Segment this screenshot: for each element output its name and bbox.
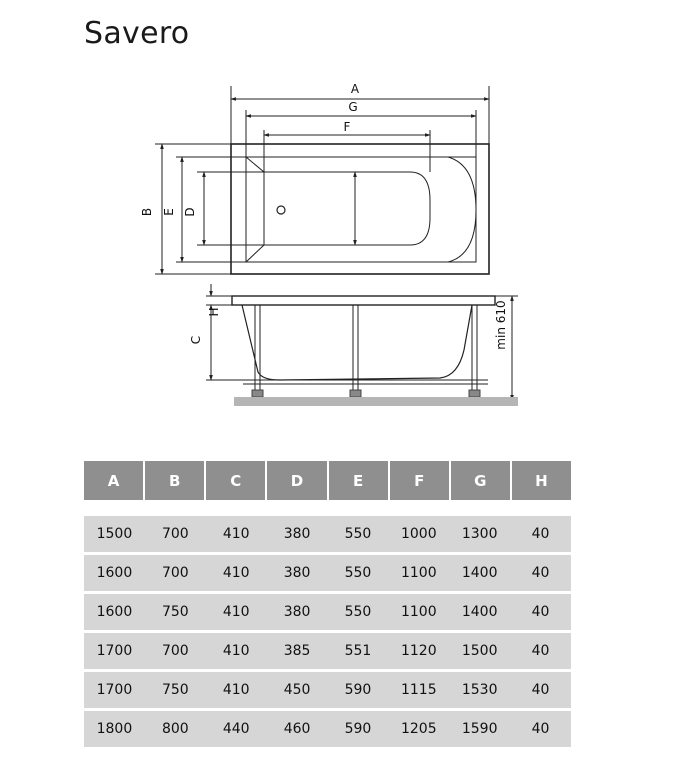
table-cell: 380: [283, 565, 311, 581]
table-cell: 700: [161, 643, 189, 659]
table-row: [84, 516, 571, 552]
table-cell: 440: [222, 721, 250, 737]
table-cell: 1600: [96, 604, 133, 620]
label-c: C: [189, 335, 203, 345]
table-cell: 700: [161, 565, 189, 581]
table-row: [84, 672, 571, 708]
table-cell: 410: [222, 526, 250, 542]
table-cell: 1700: [96, 682, 133, 698]
top-view-rim: [246, 157, 476, 262]
table-cell: 1120: [400, 643, 437, 659]
table-cell: 410: [222, 682, 250, 698]
table-cell: 800: [161, 721, 189, 737]
table-cell: 550: [344, 565, 372, 581]
header-cell: B: [145, 461, 206, 500]
table-cell: 1800: [96, 721, 133, 737]
table-cell: 1530: [461, 682, 498, 698]
table-cell: 1000: [400, 526, 437, 542]
table-row: [84, 594, 571, 630]
table-cell: 551: [344, 643, 372, 659]
table-cell: 40: [531, 682, 550, 698]
table-cell: 460: [283, 721, 311, 737]
table-cell: 450: [283, 682, 311, 698]
table-header: [84, 461, 571, 500]
table-cell: 40: [531, 604, 550, 620]
table-cell: 700: [161, 526, 189, 542]
table-cell: 590: [344, 682, 372, 698]
table-cell: 590: [344, 721, 372, 737]
side-view-rim: [232, 296, 495, 305]
table-cell: 1400: [461, 604, 498, 620]
label-h: H: [207, 307, 221, 317]
page-title: Savero: [84, 16, 190, 51]
table-cell: 380: [283, 604, 311, 620]
table-cell: 385: [283, 643, 311, 659]
header-cell: D: [267, 461, 328, 500]
table-cell: 380: [283, 526, 311, 542]
table-cell: 1500: [96, 526, 133, 542]
table-row: [84, 711, 571, 747]
table-cell: 40: [531, 721, 550, 737]
table-cell: 40: [531, 565, 550, 581]
table-cell: 1400: [461, 565, 498, 581]
table-cell: 40: [531, 643, 550, 659]
label-b: B: [140, 207, 154, 217]
table-cell: 1590: [461, 721, 498, 737]
table-cell: 410: [222, 604, 250, 620]
table-cell: 410: [222, 565, 250, 581]
table-cell: 750: [161, 682, 189, 698]
table-cell: 1300: [461, 526, 498, 542]
table-cell: 1600: [96, 565, 133, 581]
label-f: F: [343, 120, 351, 134]
top-view-outer: [231, 144, 489, 274]
table-cell: 550: [344, 604, 372, 620]
dimensions-table: [84, 461, 571, 750]
header-cell: F: [390, 461, 451, 500]
floor: [234, 397, 518, 406]
table-cell: 1100: [400, 604, 437, 620]
table-cell: 550: [344, 526, 372, 542]
top-view-basin: [264, 172, 430, 245]
table-cell: 40: [531, 526, 550, 542]
top-view-backrest: [448, 157, 476, 262]
header-cell: C: [206, 461, 267, 500]
label-a: A: [350, 82, 360, 96]
table-cell: 410: [222, 643, 250, 659]
header-cell: A: [84, 461, 145, 500]
table-cell: 1115: [400, 682, 437, 698]
label-d: D: [183, 207, 197, 217]
header-cell: H: [535, 471, 548, 490]
table-cell: 1500: [461, 643, 498, 659]
header-cell: E: [329, 461, 390, 500]
header-cell: G: [451, 461, 512, 500]
label-g: G: [348, 100, 358, 114]
table-cell: 1205: [400, 721, 437, 737]
side-view-basin: [242, 305, 472, 380]
table-row: [84, 555, 571, 591]
label-e: E: [162, 208, 176, 216]
table-cell: 750: [161, 604, 189, 620]
drain-icon: [277, 206, 285, 214]
table-cell: 1700: [96, 643, 133, 659]
table-cell: 1100: [400, 565, 437, 581]
table-row: [84, 633, 571, 669]
label-min-610: min 610: [494, 300, 508, 350]
